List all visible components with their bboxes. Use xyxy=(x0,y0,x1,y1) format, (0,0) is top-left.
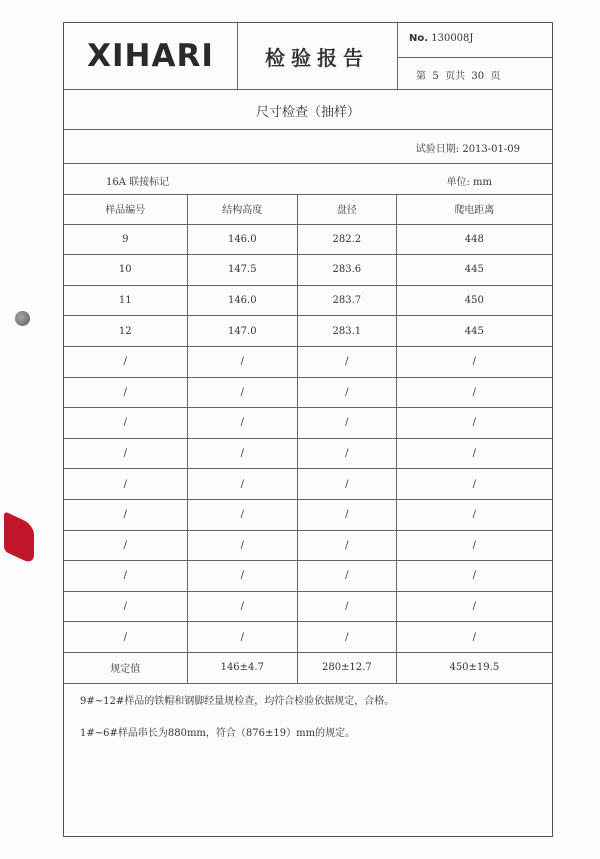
unit: 单位: mm xyxy=(446,177,492,188)
table-cell: / xyxy=(187,378,298,408)
table-cell: / xyxy=(297,561,396,591)
table-cell: 146.0 xyxy=(187,225,298,255)
table-cell: 146±4.7 xyxy=(187,653,298,683)
table-cell: 11 xyxy=(118,295,132,307)
table-cell: 9 xyxy=(122,233,129,245)
table-cell: / xyxy=(297,500,396,530)
table-cell: / xyxy=(396,531,552,561)
table-cell: 结构高度 xyxy=(187,194,298,224)
table-cell: / xyxy=(123,631,127,643)
table-cell: / xyxy=(396,439,552,469)
table-cell: / xyxy=(187,500,298,530)
table-row xyxy=(64,622,552,653)
table-cell: 450±19.5 xyxy=(396,653,552,683)
table-cell: 450 xyxy=(396,286,552,316)
table-cell: / xyxy=(396,500,552,530)
table-row xyxy=(64,592,552,623)
table-cell: / xyxy=(297,622,396,652)
table-cell: / xyxy=(297,592,396,622)
table-cell: / xyxy=(187,439,298,469)
table-cell: / xyxy=(123,417,127,429)
table-cell: 盘径 xyxy=(297,194,396,224)
note-1: 9#~12#样品的铁帽和钢脚经量规检查，均符合检验依据规定，合格。 xyxy=(80,696,395,707)
test-date: 试验日期: 2013-01-09 xyxy=(415,144,520,155)
table-cell: / xyxy=(187,622,298,652)
table-cell: 283.6 xyxy=(297,255,396,285)
report-number xyxy=(409,33,473,44)
table-row xyxy=(64,378,552,409)
table-cell: 爬电距离 xyxy=(396,194,552,224)
table-row xyxy=(64,469,552,500)
table-row xyxy=(64,531,552,562)
table-row xyxy=(64,500,552,531)
report-no-label: No. xyxy=(409,33,429,44)
red-string-tag xyxy=(4,511,34,565)
table-cell: / xyxy=(187,592,298,622)
section-title: 尺寸检查（抽样） xyxy=(255,105,360,120)
report-title: 检验报告 xyxy=(265,45,369,70)
table-cell: / xyxy=(187,561,298,591)
table-cell: 283.7 xyxy=(297,286,396,316)
table-row xyxy=(64,347,552,378)
table-cell: / xyxy=(396,622,552,652)
inspection-report-form xyxy=(63,22,553,837)
table-cell: 规定值 xyxy=(110,664,141,676)
table-row xyxy=(64,439,552,470)
table-cell: / xyxy=(297,531,396,561)
table-cell: 445 xyxy=(396,255,552,285)
table-cell: / xyxy=(396,469,552,499)
note-2: 1#~6#样品串长为880mm，符合（876±19）mm的规定。 xyxy=(80,728,356,739)
table-cell: / xyxy=(123,386,127,398)
table-cell: 280±12.7 xyxy=(297,653,396,683)
table-cell: / xyxy=(123,478,127,490)
table-row xyxy=(64,255,552,286)
table-cell: / xyxy=(123,356,127,368)
table-row xyxy=(64,286,552,317)
table-cell: / xyxy=(123,539,127,551)
table-cell: / xyxy=(396,347,552,377)
table-cell: / xyxy=(123,509,127,521)
page-info: 第 5 页共 30 页 xyxy=(416,71,501,82)
table-cell: / xyxy=(297,408,396,438)
punch-hole xyxy=(15,311,30,326)
table-cell: 147.5 xyxy=(187,255,298,285)
table-cell: / xyxy=(396,378,552,408)
spec-row xyxy=(64,653,552,684)
table-cell: / xyxy=(187,531,298,561)
table-cell: 146.0 xyxy=(187,286,298,316)
table-cell: 283.1 xyxy=(297,316,396,346)
table-cell: 147.0 xyxy=(187,316,298,346)
table-cell: / xyxy=(123,601,127,613)
table-cell: / xyxy=(396,561,552,591)
table-cell: / xyxy=(187,469,298,499)
table-cell: / xyxy=(297,347,396,377)
company-logo: XIHARI xyxy=(87,38,214,74)
table-cell: 445 xyxy=(396,316,552,346)
table-row xyxy=(64,408,552,439)
connection-mark: 16A 联接标记 xyxy=(106,177,170,188)
table-cell: 样品编号 xyxy=(105,205,146,217)
table-header-row xyxy=(64,194,552,225)
table-row xyxy=(64,225,552,256)
table-cell: / xyxy=(396,592,552,622)
table-cell: / xyxy=(123,570,127,582)
table-cell: / xyxy=(297,378,396,408)
table-cell: 282.2 xyxy=(297,225,396,255)
table-row xyxy=(64,561,552,592)
table-cell: / xyxy=(396,408,552,438)
table-cell: / xyxy=(187,347,298,377)
table-cell: 10 xyxy=(118,264,132,276)
table-cell: 12 xyxy=(118,325,132,337)
table-cell: / xyxy=(187,408,298,438)
table-cell: / xyxy=(123,448,127,460)
table-cell: 448 xyxy=(396,225,552,255)
table-cell: / xyxy=(297,439,396,469)
report-no-value: 130008J xyxy=(431,33,474,44)
table-cell: / xyxy=(297,469,396,499)
table-row xyxy=(64,316,552,347)
